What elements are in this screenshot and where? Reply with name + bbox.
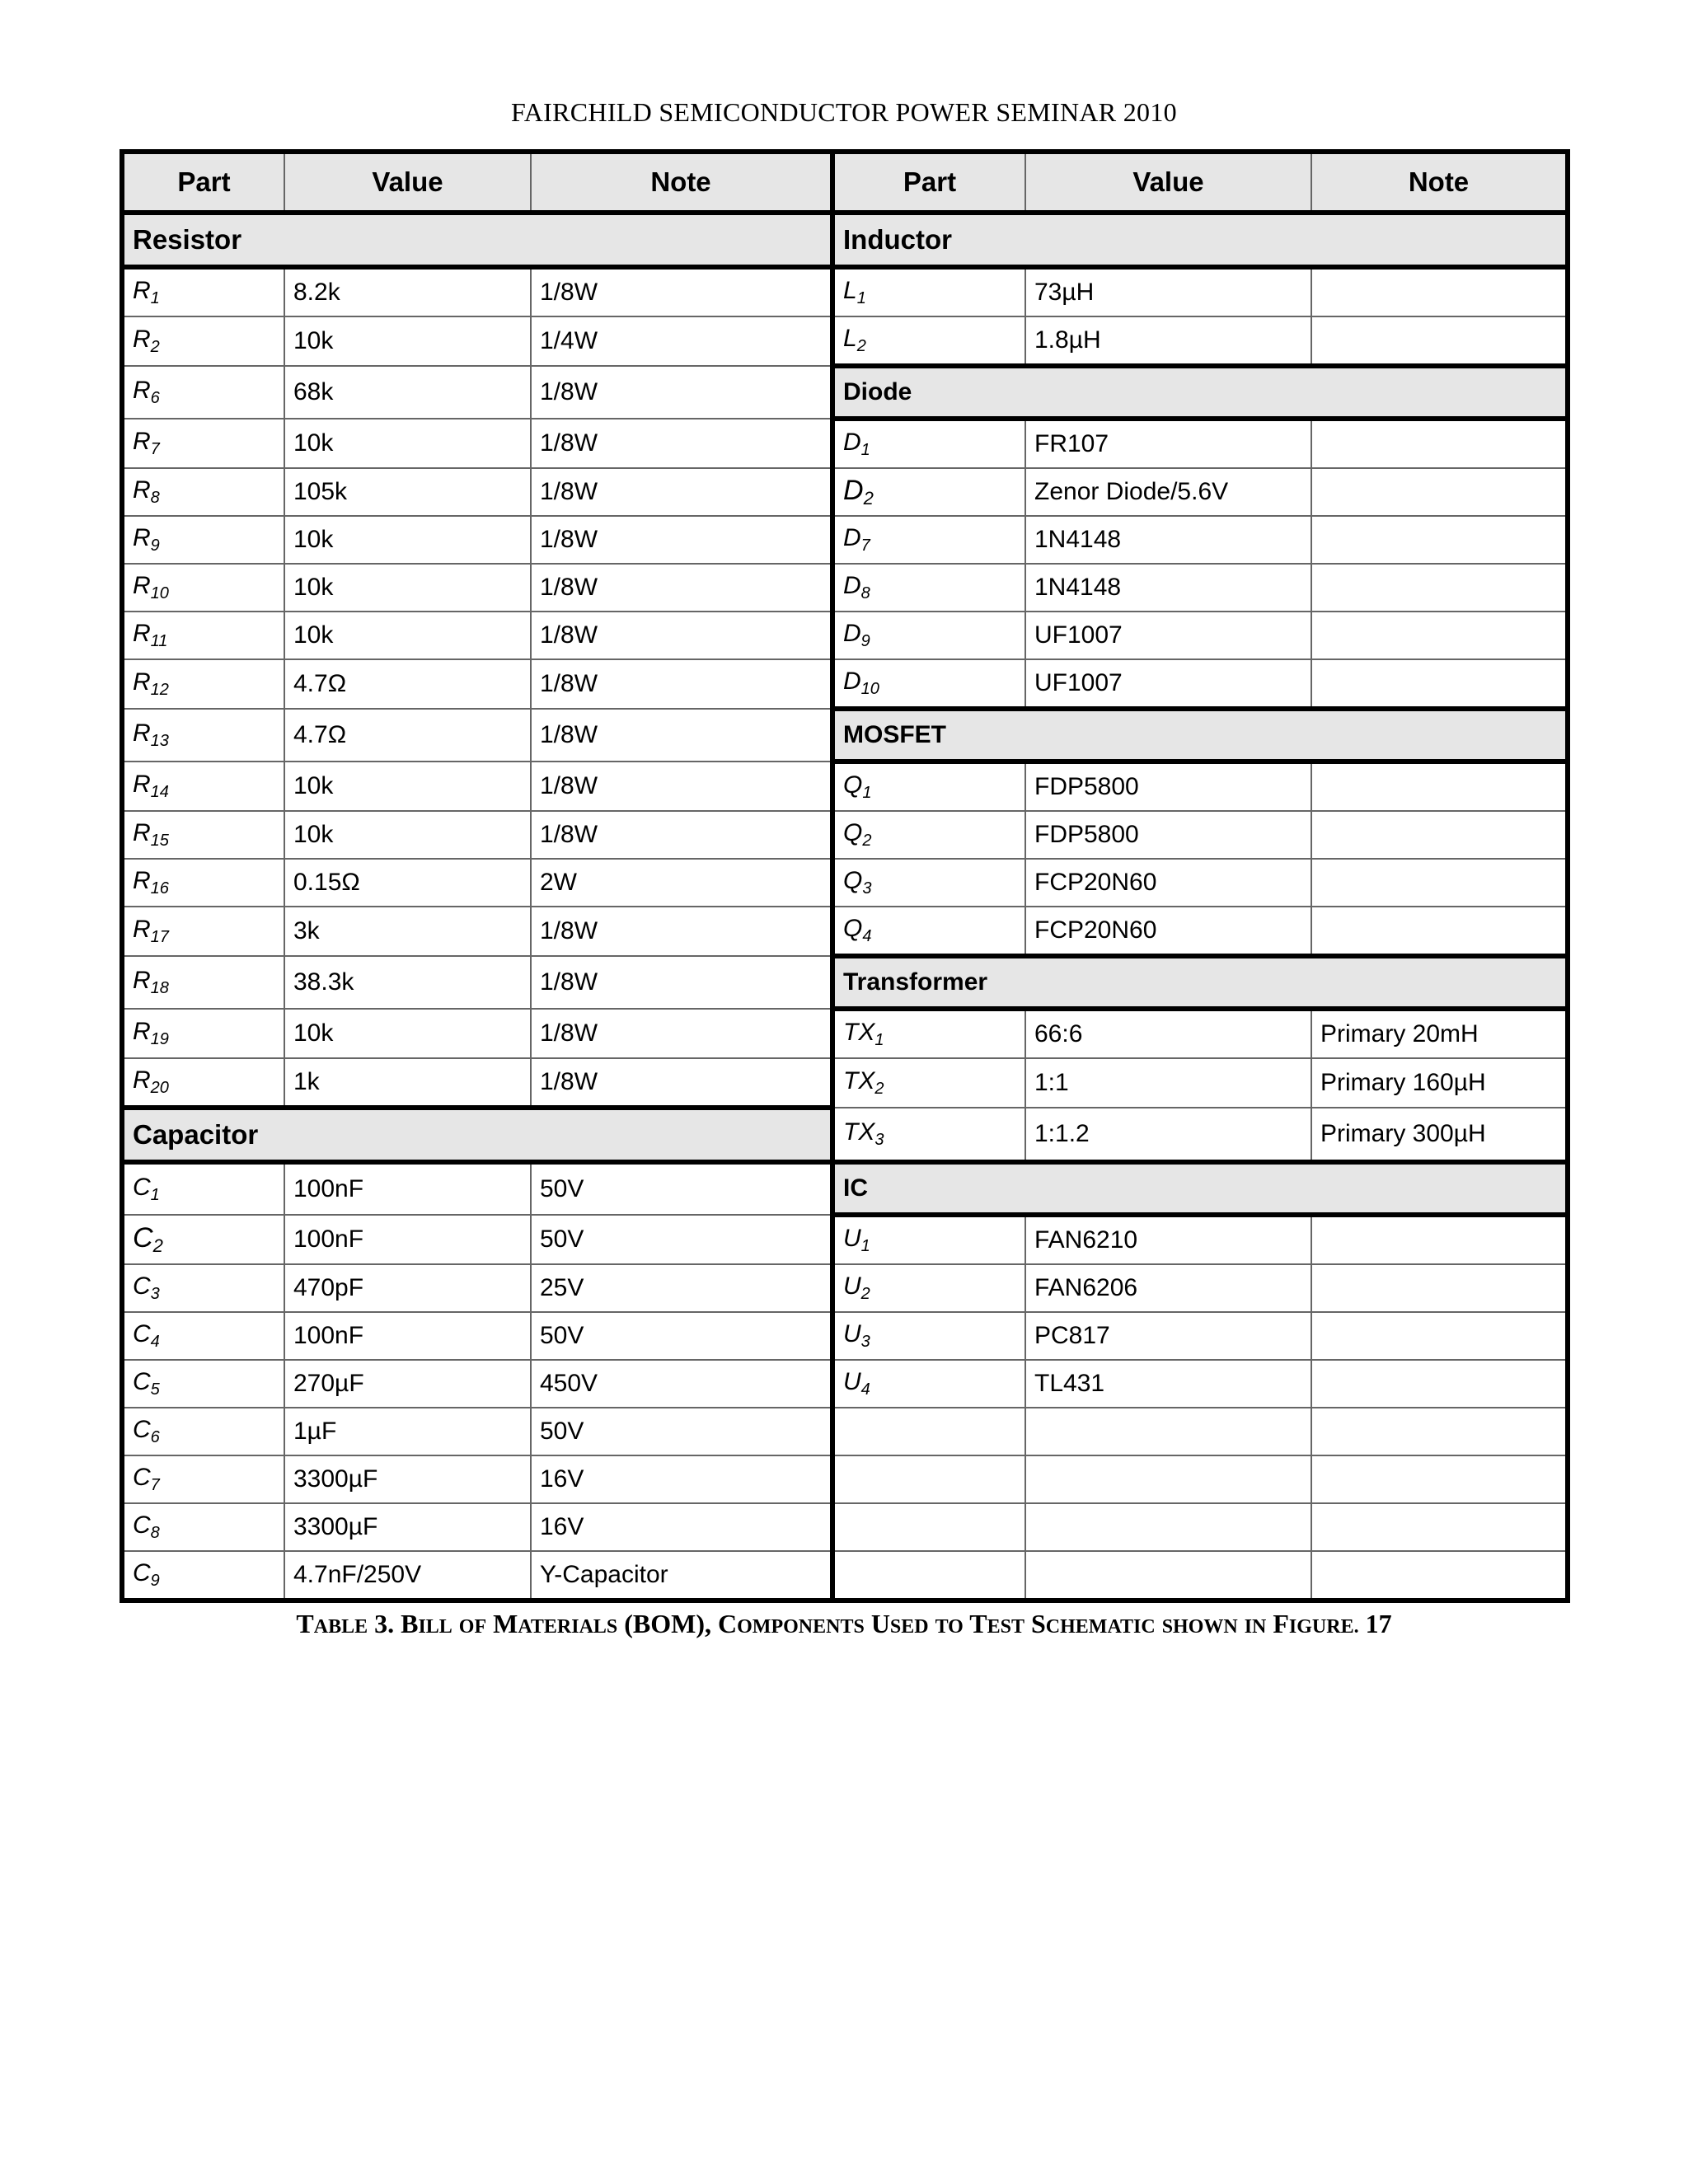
part-designator: R [133, 476, 151, 504]
value-cell: 10k [284, 564, 531, 612]
part-index: 10 [150, 584, 169, 602]
table-row [122, 1551, 1568, 1601]
note-cell: 1/8W [531, 366, 832, 419]
value-cell: FR107 [1025, 419, 1311, 468]
part-index: 7 [150, 440, 160, 458]
part-designator: R [133, 524, 151, 551]
part-index: 17 [150, 928, 169, 946]
part-index: 3 [150, 1285, 160, 1303]
note-cell [1311, 907, 1568, 956]
note-cell: Primary 300µH [1311, 1108, 1568, 1162]
note-cell: 50V [531, 1162, 832, 1215]
part-index: 13 [150, 732, 169, 750]
value-cell: FDP5800 [1025, 762, 1311, 811]
table-row [122, 1408, 1568, 1455]
note-cell: 50V [531, 1215, 832, 1264]
part-designator: C [133, 1320, 151, 1347]
part-cell [122, 709, 284, 762]
part-index: 8 [150, 1524, 160, 1542]
header-value-left: Value [284, 152, 531, 213]
part-cell [832, 1215, 1025, 1264]
part-designator: R [133, 620, 151, 647]
part-index: 19 [150, 1030, 169, 1048]
part-designator: C [133, 1416, 151, 1443]
empty-cell [1025, 1551, 1311, 1601]
empty-cell [1311, 1551, 1568, 1601]
note-cell: 450V [531, 1360, 832, 1408]
part-designator: TX [843, 1118, 875, 1146]
table-row [122, 1503, 1568, 1551]
part-index: 2 [860, 1285, 870, 1303]
note-cell: 1/8W [531, 516, 832, 564]
part-cell [122, 267, 284, 316]
note-cell [1311, 468, 1568, 516]
part-cell [832, 1360, 1025, 1408]
part-cell [122, 659, 284, 709]
note-cell: 1/8W [531, 419, 832, 468]
part-cell [122, 516, 284, 564]
value-cell: 10k [284, 419, 531, 468]
part-index: 4 [862, 927, 872, 945]
part-designator: L [843, 325, 857, 352]
part-cell [122, 859, 284, 907]
part-cell [832, 1009, 1025, 1058]
part-index: 12 [150, 681, 169, 699]
bom-body [122, 213, 1568, 1601]
part-index: 11 [150, 632, 168, 650]
part-designator: R [133, 819, 151, 846]
value-cell: 1N4148 [1025, 516, 1311, 564]
note-cell: 1/8W [531, 1058, 832, 1108]
part-cell [122, 1009, 284, 1058]
section-header-right: Transformer [832, 956, 1568, 1009]
part-designator: U [843, 1368, 861, 1395]
note-cell [1311, 1360, 1568, 1408]
note-cell [1311, 612, 1568, 659]
note-cell: 50V [531, 1408, 832, 1455]
empty-cell [1025, 1408, 1311, 1455]
part-designator: L [843, 277, 857, 304]
table-row [122, 1360, 1568, 1408]
table-row [122, 1312, 1568, 1360]
empty-cell [832, 1408, 1025, 1455]
part-cell [122, 366, 284, 419]
part-designator: C [133, 1368, 151, 1395]
part-cell [122, 956, 284, 1009]
part-cell [122, 564, 284, 612]
part-designator: D [843, 524, 861, 551]
value-cell: FAN6210 [1025, 1215, 1311, 1264]
value-cell: 4.7Ω [284, 659, 531, 709]
caption-text [401, 1609, 1392, 1638]
part-index: 14 [150, 783, 169, 801]
part-cell [122, 1215, 284, 1264]
value-cell: 3300µF [284, 1455, 531, 1503]
caption-word: OF [458, 1616, 487, 1638]
table-row [122, 1215, 1568, 1264]
note-cell: Y-Capacitor [531, 1551, 832, 1601]
note-cell [1311, 659, 1568, 709]
part-designator: R [133, 377, 151, 404]
value-cell: TL431 [1025, 1360, 1311, 1408]
section-header-right: IC [832, 1162, 1568, 1215]
header-value-right: Value [1025, 152, 1311, 213]
value-cell: FDP5800 [1025, 811, 1311, 859]
value-cell: 1N4148 [1025, 564, 1311, 612]
value-cell: 10k [284, 612, 531, 659]
value-cell: 100nF [284, 1215, 531, 1264]
header-part-left: Part [122, 152, 284, 213]
part-designator: U [843, 1272, 861, 1300]
note-cell: 1/4W [531, 316, 832, 366]
part-cell [832, 516, 1025, 564]
value-cell: 1k [284, 1058, 531, 1108]
part-index: 1 [860, 441, 870, 459]
header-note-left: Note [531, 152, 832, 213]
table-row [122, 1058, 1568, 1108]
value-cell: UF1007 [1025, 659, 1311, 709]
empty-cell [1311, 1408, 1568, 1455]
part-cell [122, 1503, 284, 1551]
value-cell: UF1007 [1025, 612, 1311, 659]
table-row [122, 267, 1568, 316]
part-designator: D [843, 572, 861, 599]
part-index: 3 [860, 1333, 870, 1351]
part-index: 3 [862, 879, 872, 898]
part-cell [122, 1455, 284, 1503]
part-cell [832, 468, 1025, 516]
note-cell: 50V [531, 1312, 832, 1360]
value-cell: PC817 [1025, 1312, 1311, 1360]
value-cell: 10k [284, 762, 531, 811]
part-designator: R [133, 719, 151, 747]
note-cell: 1/8W [531, 564, 832, 612]
empty-cell [1311, 1503, 1568, 1551]
value-cell: 66:6 [1025, 1009, 1311, 1058]
table-row [122, 709, 1568, 762]
part-index: 4 [150, 1333, 160, 1351]
note-cell [1311, 316, 1568, 366]
note-cell: 1/8W [531, 659, 832, 709]
part-designator: R [133, 668, 151, 696]
note-cell: 25V [531, 1264, 832, 1312]
note-cell [1311, 811, 1568, 859]
value-cell: 8.2k [284, 267, 531, 316]
part-index: 2 [874, 1080, 884, 1098]
part-index: 1 [862, 784, 872, 802]
caption-word: TEST [969, 1609, 1025, 1638]
part-cell [122, 1162, 284, 1215]
part-designator: D [843, 429, 861, 456]
part-designator: U [843, 1225, 861, 1252]
empty-cell [1311, 1455, 1568, 1503]
empty-cell [1025, 1503, 1311, 1551]
part-cell [122, 1264, 284, 1312]
part-index: 2 [863, 488, 874, 509]
value-cell: 4.7Ω [284, 709, 531, 762]
caption-word: IN [1244, 1616, 1267, 1638]
table-row [122, 907, 1568, 956]
part-cell [832, 612, 1025, 659]
table-row [122, 366, 1568, 419]
part-cell [122, 419, 284, 468]
part-cell [122, 1360, 284, 1408]
part-index: 1 [150, 289, 160, 307]
table-row [122, 859, 1568, 907]
part-designator: R [133, 1018, 151, 1045]
part-designator: Q [843, 819, 863, 846]
part-index: 2 [152, 1235, 163, 1256]
section-header-right: Diode [832, 366, 1568, 419]
note-cell: 1/8W [531, 709, 832, 762]
part-cell [832, 316, 1025, 366]
part-cell [122, 468, 284, 516]
part-designator: Q [843, 771, 863, 799]
caption-word: BILL [401, 1609, 452, 1638]
empty-cell [832, 1551, 1025, 1601]
table-row [122, 1009, 1568, 1058]
part-cell [122, 1058, 284, 1108]
note-cell: 2W [531, 859, 832, 907]
part-designator: C [133, 1222, 153, 1254]
caption-word: USED [870, 1609, 929, 1638]
part-cell [832, 267, 1025, 316]
note-cell: 1/8W [531, 1009, 832, 1058]
part-designator: TX [843, 1019, 875, 1046]
note-cell: 1/8W [531, 468, 832, 516]
part-designator: D [843, 620, 861, 647]
part-index: 2 [150, 338, 160, 356]
table-row [122, 612, 1568, 659]
part-cell [122, 1408, 284, 1455]
part-cell [832, 762, 1025, 811]
table-row [122, 762, 1568, 811]
table-row [122, 468, 1568, 516]
part-index: 1 [856, 289, 866, 307]
caption-word: SCHEMATIC [1031, 1609, 1156, 1638]
part-designator: R [133, 771, 151, 798]
section-header-right: Inductor [832, 213, 1568, 267]
part-designator: R [133, 326, 151, 353]
empty-cell [832, 1503, 1025, 1551]
note-cell [1311, 564, 1568, 612]
part-cell [832, 1312, 1025, 1360]
note-cell [1311, 1264, 1568, 1312]
section-header-left: Resistor [122, 213, 832, 267]
part-cell [832, 419, 1025, 468]
part-designator: R [133, 967, 151, 994]
caption-word: 17 [1365, 1609, 1392, 1638]
caption-word: TO [935, 1616, 964, 1638]
part-index: 10 [860, 680, 879, 698]
value-cell: 3300µF [284, 1503, 531, 1551]
note-cell: 1/8W [531, 267, 832, 316]
value-cell: 10k [284, 516, 531, 564]
table-row [122, 811, 1568, 859]
value-cell: FCP20N60 [1025, 907, 1311, 956]
part-designator: C [133, 1559, 151, 1586]
caption-word: COMPONENTS [718, 1609, 865, 1638]
part-cell [122, 1551, 284, 1601]
caption-table: TABLE [296, 1609, 368, 1638]
header-part-right: Part [832, 152, 1025, 213]
table-row [122, 1162, 1568, 1215]
table-row [122, 316, 1568, 366]
part-index: 3 [874, 1131, 884, 1149]
part-designator: TX [843, 1067, 875, 1094]
header-row [122, 152, 1568, 213]
note-cell [1311, 267, 1568, 316]
part-index: 9 [150, 1572, 160, 1590]
part-index: 1 [860, 1237, 870, 1255]
empty-cell [1025, 1455, 1311, 1503]
part-cell [832, 811, 1025, 859]
table-row [122, 419, 1568, 468]
table-row [122, 1264, 1568, 1312]
part-index: 15 [150, 832, 169, 850]
part-index: 18 [150, 979, 169, 997]
part-index: 2 [862, 832, 872, 850]
part-index: 2 [856, 337, 866, 355]
part-cell [122, 612, 284, 659]
value-cell: 38.3k [284, 956, 531, 1009]
table-row [122, 956, 1568, 1009]
value-cell: 1:1.2 [1025, 1108, 1311, 1162]
table-caption [0, 1609, 1688, 1639]
part-cell [122, 811, 284, 859]
page-header: FAIRCHILD SEMICONDUCTOR POWER SEMINAR 2010 [511, 97, 1177, 127]
caption-word: MATERIALS [493, 1609, 618, 1638]
part-index: 4 [860, 1380, 870, 1399]
value-cell: Zenor Diode/5.6V [1025, 468, 1311, 516]
caption-word: (BOM), [624, 1609, 712, 1638]
part-designator: D [843, 668, 861, 695]
value-cell: 1.8µH [1025, 316, 1311, 366]
part-cell [832, 1058, 1025, 1108]
part-cell [832, 1264, 1025, 1312]
part-cell [832, 1108, 1025, 1162]
note-cell [1311, 762, 1568, 811]
table-row [122, 1455, 1568, 1503]
table-row [122, 213, 1568, 267]
value-cell: 10k [284, 1009, 531, 1058]
part-cell [832, 564, 1025, 612]
table-row [122, 1108, 1568, 1162]
table-row [122, 564, 1568, 612]
part-designator: C [133, 1174, 151, 1201]
value-cell: 0.15Ω [284, 859, 531, 907]
part-designator: C [133, 1272, 151, 1300]
empty-cell [832, 1455, 1025, 1503]
caption-number: 3. [374, 1609, 395, 1638]
value-cell: 10k [284, 811, 531, 859]
note-cell: Primary 20mH [1311, 1009, 1568, 1058]
value-cell: 270µF [284, 1360, 531, 1408]
part-designator: R [133, 572, 151, 599]
part-index: 6 [150, 1428, 160, 1446]
table-row [122, 516, 1568, 564]
note-cell: Primary 160µH [1311, 1058, 1568, 1108]
section-header-left: Capacitor [122, 1108, 832, 1162]
part-index: 5 [150, 1380, 160, 1399]
note-cell: 16V [531, 1455, 832, 1503]
part-designator: R [133, 1066, 151, 1094]
part-index: 9 [150, 537, 160, 555]
header-note-right: Note [1311, 152, 1568, 213]
part-designator: R [133, 916, 151, 943]
value-cell: 4.7nF/250V [284, 1551, 531, 1601]
value-cell: 105k [284, 468, 531, 516]
note-cell [1311, 1312, 1568, 1360]
part-index: 7 [150, 1476, 160, 1494]
part-index: 8 [150, 489, 160, 507]
part-cell [122, 762, 284, 811]
part-designator: C [133, 1464, 151, 1491]
note-cell: 1/8W [531, 612, 832, 659]
part-designator: C [133, 1511, 151, 1539]
note-cell [1311, 1215, 1568, 1264]
value-cell: 3k [284, 907, 531, 956]
bom-table [120, 149, 1570, 1603]
value-cell: FAN6206 [1025, 1264, 1311, 1312]
note-cell [1311, 419, 1568, 468]
part-index: 1 [150, 1186, 160, 1204]
caption-word: FIGURE. [1273, 1609, 1359, 1638]
value-cell: 68k [284, 366, 531, 419]
part-cell [122, 907, 284, 956]
note-cell: 1/8W [531, 811, 832, 859]
part-designator: R [133, 428, 151, 455]
note-cell: 16V [531, 1503, 832, 1551]
part-cell [832, 859, 1025, 907]
value-cell: 100nF [284, 1312, 531, 1360]
caption-word: SHOWN [1161, 1616, 1238, 1638]
note-cell: 1/8W [531, 907, 832, 956]
value-cell: 470pF [284, 1264, 531, 1312]
part-index: 7 [860, 537, 870, 555]
note-cell [1311, 859, 1568, 907]
part-designator: U [843, 1320, 861, 1347]
part-index: 20 [150, 1079, 169, 1097]
part-cell [122, 1312, 284, 1360]
value-cell: 10k [284, 316, 531, 366]
part-index: 1 [874, 1031, 884, 1049]
note-cell: 1/8W [531, 762, 832, 811]
part-designator: R [133, 277, 151, 304]
part-designator: Q [843, 867, 863, 894]
part-index: 8 [860, 584, 870, 602]
part-index: 16 [150, 879, 169, 898]
value-cell: 100nF [284, 1162, 531, 1215]
part-index: 9 [860, 632, 870, 650]
part-designator: R [133, 867, 151, 894]
table-row [122, 659, 1568, 709]
part-index: 6 [150, 389, 160, 407]
part-cell [832, 907, 1025, 956]
note-cell [1311, 516, 1568, 564]
value-cell: 1:1 [1025, 1058, 1311, 1108]
part-cell [832, 659, 1025, 709]
value-cell: 73µH [1025, 267, 1311, 316]
part-designator: D [843, 475, 864, 506]
section-header-right: MOSFET [832, 709, 1568, 762]
value-cell: FCP20N60 [1025, 859, 1311, 907]
part-designator: Q [843, 915, 863, 942]
part-cell [122, 316, 284, 366]
value-cell: 1µF [284, 1408, 531, 1455]
note-cell: 1/8W [531, 956, 832, 1009]
